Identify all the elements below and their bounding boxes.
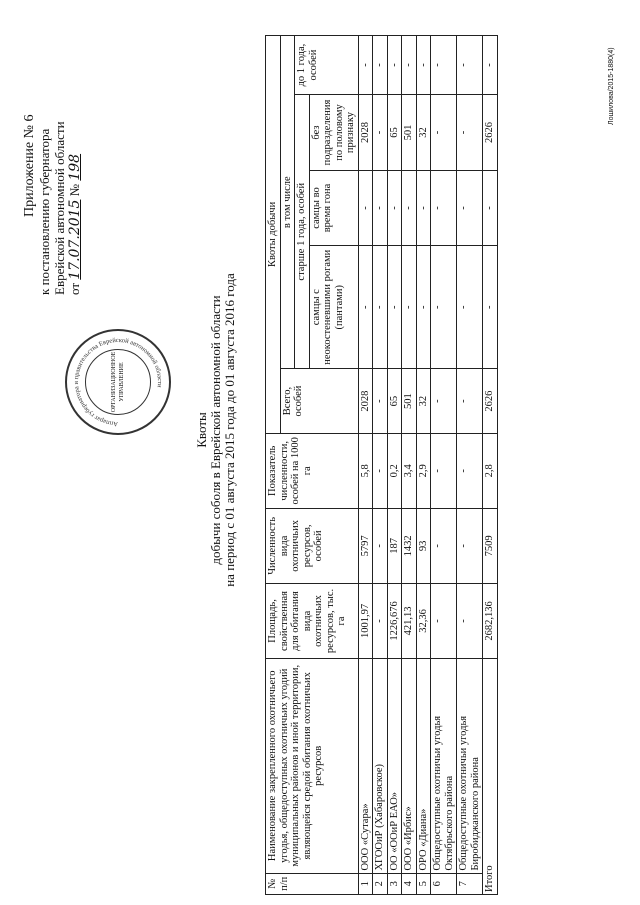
cell-count: -	[373, 508, 388, 583]
cell-nosex: -	[373, 95, 388, 171]
cell-area: 32,36	[416, 583, 431, 658]
cell-total: 2028	[358, 369, 373, 433]
cell-nosex: -	[457, 95, 483, 171]
cell-under: -	[387, 36, 402, 95]
cell-rut: -	[431, 170, 457, 245]
cell-horns: -	[373, 246, 388, 369]
header-area: Площадь, свойственная для обитания вида охотничьих ресурсов, тыс. га	[266, 583, 359, 658]
header-count: Численность вида охотничьих ресурсов, особей	[266, 508, 359, 583]
document-title	[195, 105, 237, 755]
cell-area: -	[457, 583, 483, 658]
cell-nosex: 32	[416, 95, 431, 171]
cell-density: -	[373, 433, 388, 508]
appendix-title: Приложение № 6	[22, 114, 37, 217]
total-nosex: 2626	[483, 95, 498, 171]
stamp-inner-text: ОРГАНИЗАЦИОННОЕ УПРАВЛЕНИЕ	[85, 349, 151, 415]
cell-total: -	[373, 369, 388, 433]
cell-num: 6	[431, 873, 457, 894]
cell-nosex: 65	[387, 95, 402, 171]
cell-area: -	[373, 583, 388, 658]
header-num: № п/п	[266, 873, 359, 894]
total-rut: -	[483, 170, 498, 245]
num-prefix: №	[67, 183, 82, 197]
header-quota-group: Квоты добычи	[266, 36, 281, 434]
cell-total: 32	[416, 369, 431, 433]
cell-count: 5797	[358, 508, 373, 583]
cell-area: 1226,676	[387, 583, 402, 658]
cell-under: -	[373, 36, 388, 95]
cell-under: -	[431, 36, 457, 95]
cell-total: -	[457, 369, 483, 433]
total-density: 2,8	[483, 433, 498, 508]
total-label: Итого	[483, 659, 498, 895]
cell-num: 7	[457, 873, 483, 894]
total-area: 2682,136	[483, 583, 498, 658]
total-under: -	[483, 36, 498, 95]
total-count: 7509	[483, 508, 498, 583]
total-horns: -	[483, 246, 498, 369]
total-total: 2626	[483, 369, 498, 433]
cell-under: -	[416, 36, 431, 95]
cell-count: 1432	[402, 508, 417, 583]
header-older: старше 1 года, особей	[295, 95, 310, 369]
title-line1: Квоты	[194, 412, 209, 448]
appendix-date: 17.07.2015	[67, 199, 83, 280]
cell-density: 3,4	[402, 433, 417, 508]
cell-area: 1001,97	[358, 583, 373, 658]
cell-num: 2	[373, 873, 388, 894]
table-row	[387, 36, 402, 895]
stamp-outer-text: Аппарат губернатора и правительства Еврейской автономной области	[72, 336, 164, 428]
cell-horns: -	[416, 246, 431, 369]
cell-name: Общедоступные охотничьи угодья Биробиджанского района	[457, 659, 483, 874]
appendix-number: 198	[67, 153, 83, 181]
footer-code: Лошилова/2015-1880(4)	[608, 47, 615, 125]
table-row	[416, 36, 431, 895]
cell-density: -	[431, 433, 457, 508]
cell-horns: -	[387, 246, 402, 369]
cell-area: -	[431, 583, 457, 658]
table-row	[358, 36, 373, 895]
header-incl: в том числе	[280, 36, 295, 369]
table-row	[431, 36, 457, 895]
appendix-line3: Еврейской автономной области	[52, 121, 67, 295]
cell-density: 5,8	[358, 433, 373, 508]
appendix-block	[22, 5, 83, 295]
cell-num: 1	[358, 873, 373, 894]
header-under: до 1 года, особей	[295, 36, 359, 95]
cell-count: 93	[416, 508, 431, 583]
cell-horns: -	[431, 246, 457, 369]
table-row	[402, 36, 417, 895]
cell-nosex: -	[431, 95, 457, 171]
cell-rut: -	[373, 170, 388, 245]
cell-rut: -	[402, 170, 417, 245]
table-body	[358, 36, 483, 895]
cell-under: -	[457, 36, 483, 95]
header-no-sex: без подразделения по половому признаку	[309, 95, 358, 171]
header-density: Показатель численности, особей на 1000 га	[266, 433, 359, 508]
cell-count: -	[457, 508, 483, 583]
cell-horns: -	[402, 246, 417, 369]
cell-name: ООО «Ирбис»	[402, 659, 417, 874]
cell-under: -	[358, 36, 373, 95]
table-total-row	[483, 36, 498, 895]
cell-horns: -	[457, 246, 483, 369]
cell-density: 2,9	[416, 433, 431, 508]
cell-name: ХГООиР (Хабаровское)	[373, 659, 388, 874]
cell-name: ОРО «Диана»	[416, 659, 431, 874]
quota-table	[265, 35, 498, 895]
header-name: Наименование закрепленного охотничьего угодья, общедоступных охотничьих угодий муниципальных районов и иной территории, являющейся средой обитания охотничьих ресурсов	[266, 659, 359, 874]
cell-num: 3	[387, 873, 402, 894]
appendix-date-line	[67, 5, 83, 295]
title-line3: на период с 01 августа 2015 года до 01 августа 2016 года	[222, 273, 237, 587]
appendix-line2: к постановлению губернатора	[37, 128, 52, 295]
cell-name: ООО «Сутара»	[358, 659, 373, 874]
cell-count: -	[431, 508, 457, 583]
cell-total: 65	[387, 369, 402, 433]
seal-stamp	[65, 329, 171, 435]
header-males-rut: самцы во время гона	[309, 170, 358, 245]
cell-rut: -	[457, 170, 483, 245]
table-row	[373, 36, 388, 895]
cell-name: Общедоступные охотничьи угодья Октябрьского района	[431, 659, 457, 874]
cell-count: 187	[387, 508, 402, 583]
title-line2: добычи соболя в Еврейской автономной области	[208, 295, 223, 565]
cell-density: 0,2	[387, 433, 402, 508]
cell-rut: -	[387, 170, 402, 245]
cell-total: -	[431, 369, 457, 433]
header-total: Всего, особей	[280, 369, 358, 433]
cell-area: 421,13	[402, 583, 417, 658]
cell-total: 501	[402, 369, 417, 433]
cell-under: -	[402, 36, 417, 95]
header-males-horns: самцы с неокостеневшими рогами (пантами)	[309, 246, 358, 369]
table-row	[457, 36, 483, 895]
cell-num: 5	[416, 873, 431, 894]
cell-rut: -	[358, 170, 373, 245]
cell-num: 4	[402, 873, 417, 894]
cell-density: -	[457, 433, 483, 508]
date-prefix: от	[67, 282, 82, 295]
cell-horns: -	[358, 246, 373, 369]
cell-rut: -	[416, 170, 431, 245]
cell-name: ОО «ООиР ЕАО»	[387, 659, 402, 874]
cell-nosex: 501	[402, 95, 417, 171]
cell-nosex: 2028	[358, 95, 373, 171]
